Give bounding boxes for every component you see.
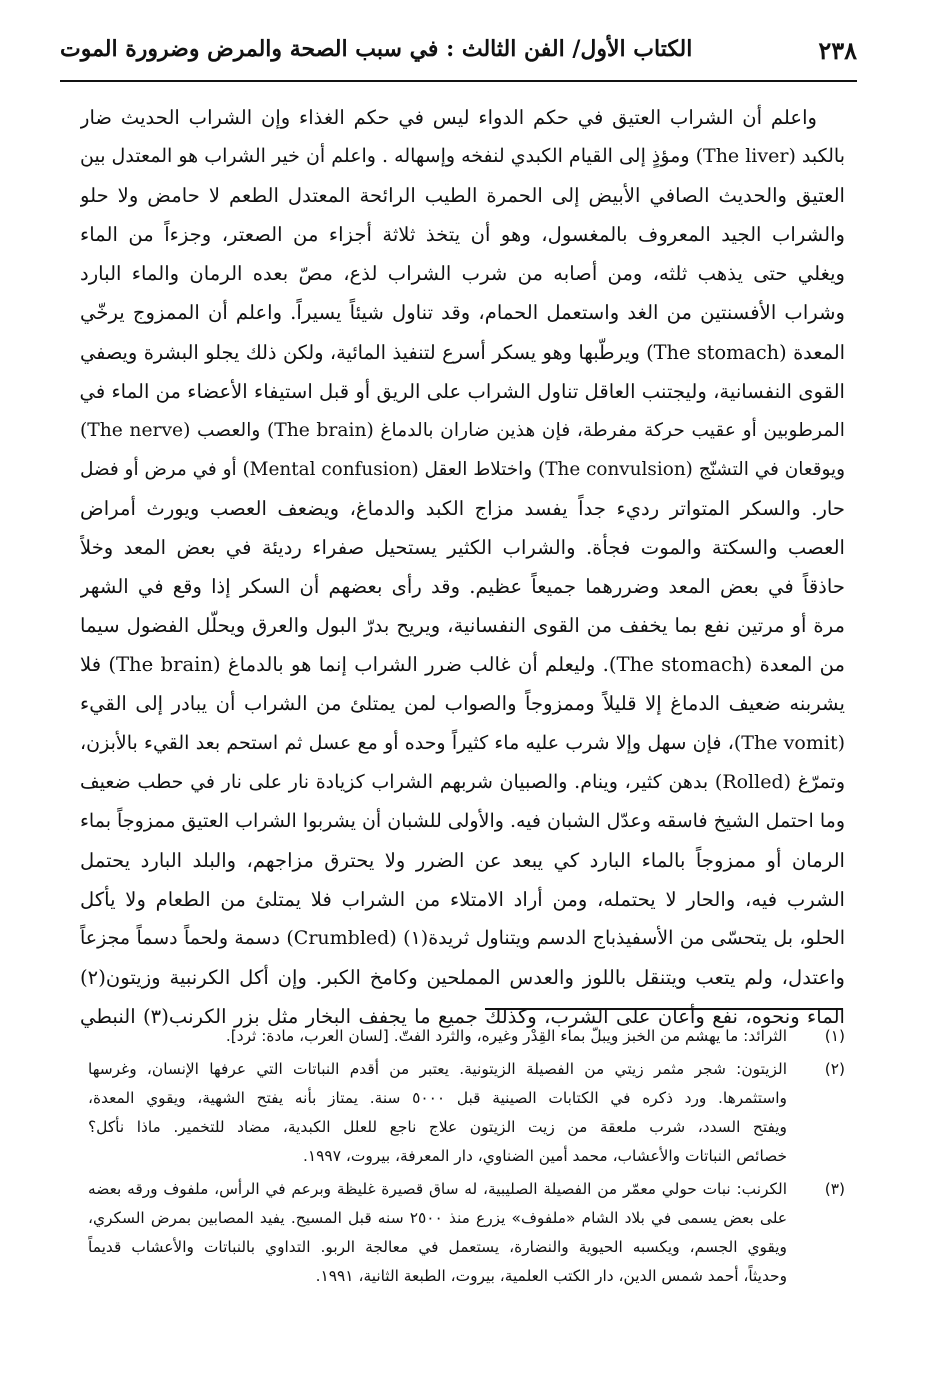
footnote-line: الزيتون: شجر مثمر زيتي من الفصيلة الزيتونية. يعتبر من أقدم النباتات التي عرفها الإنسان، وغرسها	[88, 1060, 787, 1078]
text-line: وتمرّغ (Rolled) بدهن كثير، وينام. والصبيان شربهم الشراب كزيادة نار على نار في حطب ضعيف	[80, 770, 845, 793]
footnote-number: (٣)	[824, 1180, 845, 1198]
text-line: القوى النفسانية، وليجتنب العاقل تناول الشراب على الريق أو قبل استيفاء الأعضاء من الماء في	[80, 379, 845, 403]
text-line: الحلو، بل يتحسّى من الأسفيذباج الدسم ويتناول ثريدة(١) (Crumbled) دسمة ولحماً دسماً مجزعاً	[80, 926, 845, 949]
text-line: العتيق والحديث الصافي الأبيض إلى الحمرة الطيب الرائحة المعتدل الطعم لا حامض ولا حلو	[80, 184, 845, 208]
text-line: ويوقعان في التشنّج (The convulsion) واختلاط العقل (Mental confusion) أو في مرض أو فضل	[80, 458, 845, 480]
text-line: وشراب الأفسنتين من الغد واستعمل الحمام، وقد تناول شيئاً يسيراً. واعلم أن الممزوج يرخّي	[80, 301, 845, 325]
footnote-line: ويفتح السدد، شرب ملعقة من زيت الزيتون علاج ناجع للعلل الكبدية، مضاد للتخمير. ماذا نأكل؟	[88, 1118, 787, 1136]
text-line: واعتدل، ولم يتعب ويتنقل باللوز والعدس المملحين وكامخ الكبر. وإن أكل الكرنبية وزيتون(٢)	[80, 966, 845, 990]
running-title: الكتاب الأول/ الفن الثالث : في سبب الصحة والمرض وضرورة الموت	[60, 36, 693, 62]
text-line: المعدة (The stomach) ويرطّبها وهو يسكر أسرع لتنفيذ المائية، ولكن ذلك يجلو البشرة ويصفي	[80, 340, 845, 364]
page-header	[60, 30, 857, 76]
footnote-line: الثرائد: ما يهشم من الخبز ويبلّ بماء القِدْر وغيره، والثرد الفتّ. [لسان العرب، مادة: ثرد].	[225, 1027, 787, 1045]
footnote-line: وحديثاً، أحمد شمس الدين، دار الكتب العلمية، بيروت، الطبعة الثانية، ١٩٩١.	[315, 1267, 787, 1285]
text-line: المرطوبين أو عقيب حركة مفرطة، فإن هذين ضاران بالدماغ (The brain) والعصب (The nerve)	[80, 419, 845, 441]
footnote-divider	[485, 1008, 843, 1010]
footnote-1	[88, 1022, 845, 1051]
text-line: الرمان أو ممزوجاً بالماء البارد كي يبعد عن الضرر ولا يحترق مزاجهم، والبلد البارد يحتمل	[80, 848, 845, 872]
footnote-line: الكرنب: نبات حولي معمّر من الفصيلة الصليبية، له ساق قصيرة غليظة وبرعم في الرأس، ملفوف ورقه بعضه	[88, 1180, 787, 1198]
footnote-number: (٢)	[824, 1060, 845, 1078]
text-line: ويغلي حتى يذهب ثلثه، ومن أصابه من شرب الشراب لذع، مصّ بعده الرمان والماء البارد	[80, 262, 845, 286]
text-line: الشرب فيه، والحار لا يحتمله، ومن أراد الامتلاء من الشراب فلا يمتلئ من الطعام ولا يأكل	[80, 887, 845, 911]
footnote-2	[88, 1055, 845, 1171]
text-line: مرة أو مرتين نفع بما يخفف من القوى النفسانية، ويريح بدرّ البول والعرق ويحلّل الفضول سيما	[80, 614, 845, 638]
text-line: حاذقاً في بعض المعد وضررهما جميعاً عظيم. وقد رأى بعضهم أن السكر إذا وقع في الشهر	[80, 575, 845, 599]
footnotes	[88, 1022, 845, 1295]
text-line: واعلم أن الشراب العتيق في حكم الدواء ليس في حكم الغذاء وإن الشراب الحديث ضار	[80, 106, 817, 129]
text-line: يشربنه ضعيف الدماغ إلا قليلاً وممزوجاً والصواب لمن يمتلئ من الشراب أن يبادر إلى القيء	[80, 692, 845, 716]
footnote-line: واستثمرها. ورد ذكره في الكتابات الصينية قبل ٥٠٠٠ سنة. يمتاز بأنه يفتح الشهية، ويقوي المعدة،	[88, 1089, 787, 1107]
text-line: من المعدة (The stomach). وليعلم أن غالب ضرر الشراب إنما هو بالدماغ (The brain) فلا	[80, 653, 845, 677]
main-text	[80, 98, 845, 1036]
text-line: العصب والسكتة والموت فجأة. والشراب الكثير يستحيل صفراء رديئة في بعض المعد وخلاً	[80, 536, 845, 560]
text-line: بالكبد (The liver) ومؤذٍ إلى القيام الكبدي لنفخه وإسهاله . واعلم أن خير الشراب هو المعتدل بين	[80, 145, 845, 168]
text-line: الماء ونحوه، نفع وأعان على الشرب، وكذلك جميع ما يجفف البخار مثل بزر الكرنب(٣) النبطي	[80, 1005, 845, 1029]
footnote-line: ويقوي الجسم، ويكسبه الحيوية والنضارة، يستعمل في معالجة الربو. التداوي بالنباتات والأعشاب قديماً	[88, 1238, 787, 1256]
text-line: والشراب الجيد المعروف بالمغسول، وهو أن يتخذ ثلاثة أجزاء من الصعتر، وجزءاً من الماء	[80, 223, 845, 247]
header-divider	[60, 80, 857, 82]
text-line: وما احتمل الشيخ فاسقه وعدّل الشبان فيه. والأولى للشبان أن يشربوا الشراب العتيق ممزوجاً بماء	[80, 809, 845, 832]
footnote-3	[88, 1175, 845, 1291]
text-line: (The vomit)، فإن سهل وإلا شرب عليه ماء كثيراً وحده أو مع عسل ثم استحم بعد القيء بالأبزن،	[80, 731, 845, 754]
text-line: حار. والسكر المتواتر رديء جداً يفسد مزاج الكبد والدماغ، ويضعف العصب ويورث أمراض	[80, 496, 845, 520]
footnote-line: على بعض يسمى في بلاد الشام «ملفوف» يزرع منذ ٢٥٠٠ سنه قبل المسيح. يفيد المصابين بمرض السكري،	[88, 1209, 787, 1227]
footnote-line: خصائص النباتات والأعشاب، محمد أمين الضناوي، دار المعرفة، بيروت، ١٩٩٧.	[302, 1147, 787, 1165]
page-number: ٢٣٨	[818, 36, 857, 65]
footnote-number: (١)	[824, 1027, 845, 1045]
